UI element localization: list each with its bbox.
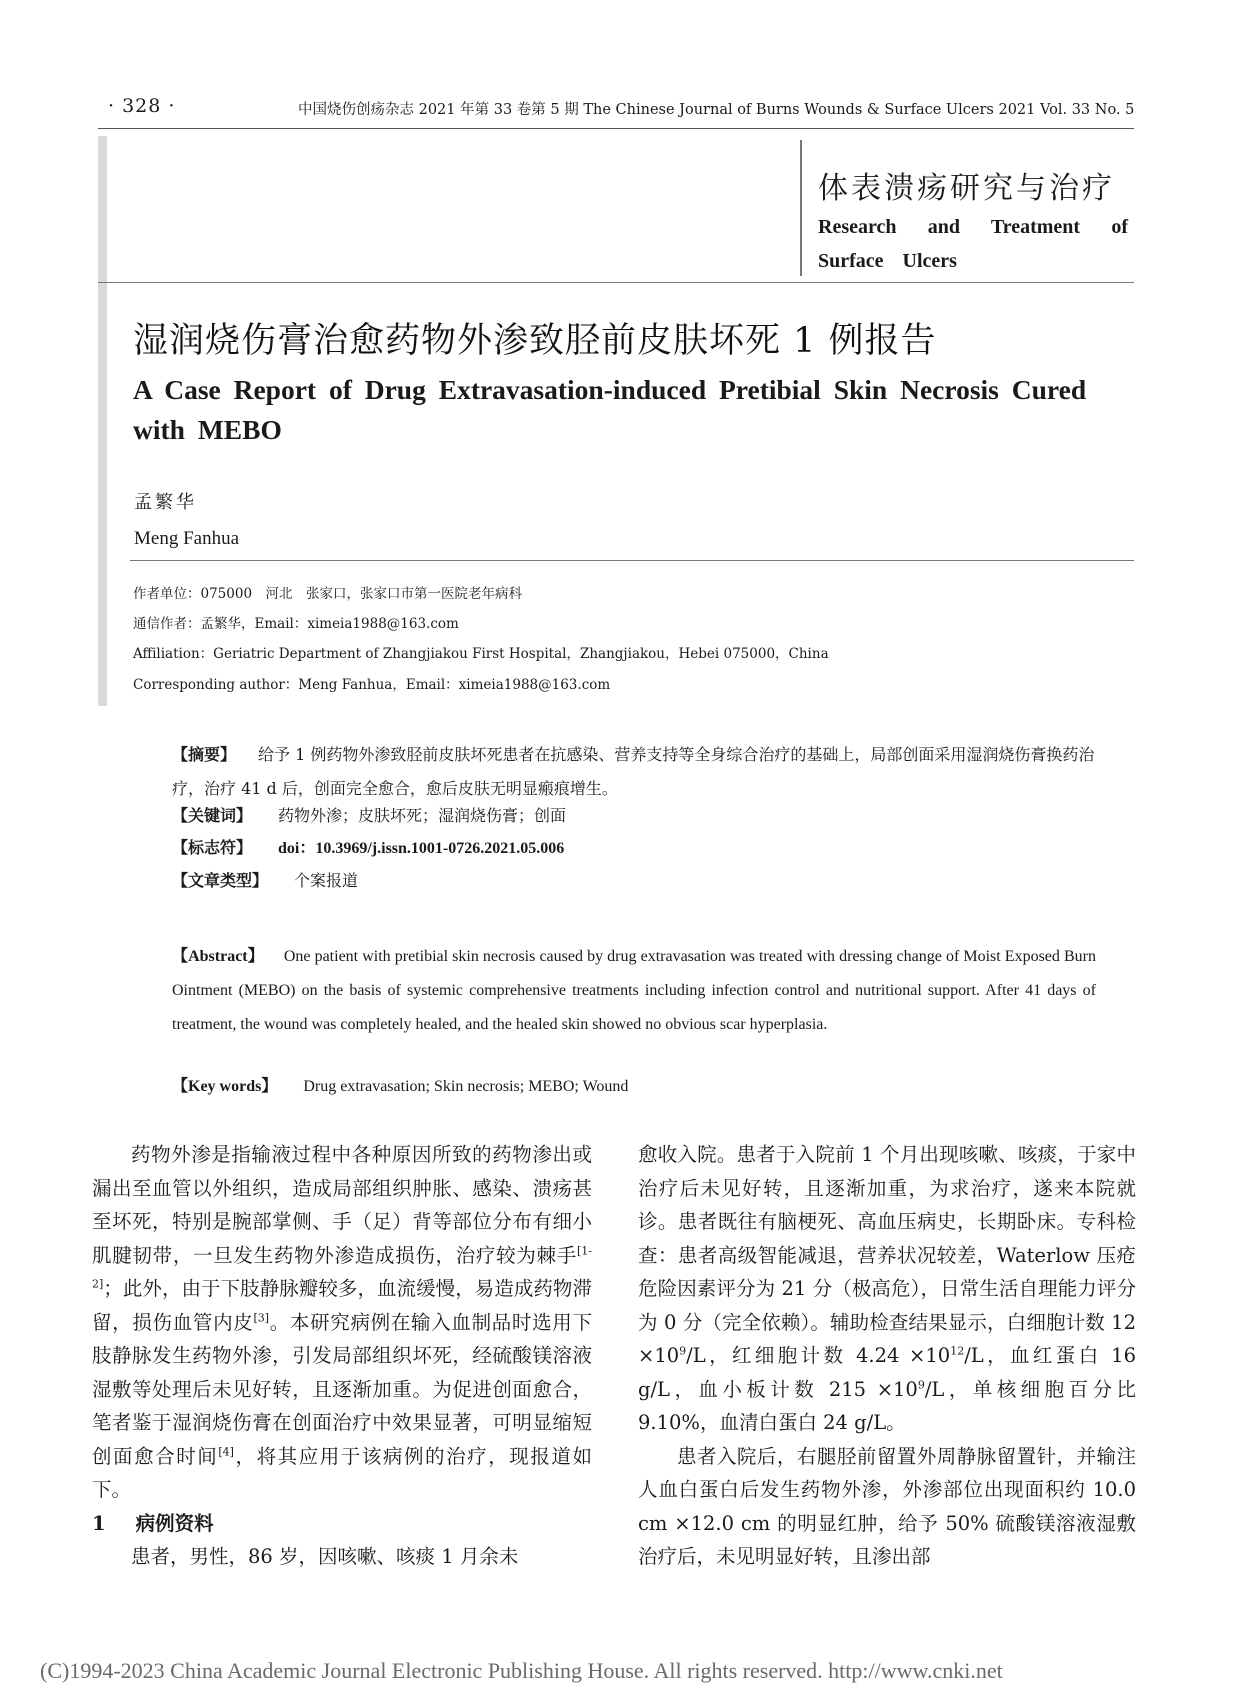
exponent: 9 [679,1344,687,1358]
body-text: 愈收入院。患者于入院前 1 个月出现咳嗽、咳痰，于家中治疗后未见好转，且逐渐加重，为求治疗，遂来本院就诊。患者既往有脑梗死、高血压病史，长期卧床。专科检查：患者高级智能减退，营养状况较差，Waterlow 压疮危险因素评分为 21 分（极高危），日常生活自理能力评分为 0 分（完全依赖）。辅助检查结果显示，白细胞计数 12 ×10 [638,1143,1136,1367]
citation: [4] [218,1445,234,1458]
corresponding-author-en: Corresponding author：Meng Fanhua，Email：ximeia1988@163.com [133,677,611,693]
body-text: /L，单核细胞百分比 9.10%，血清白蛋白 24 g/L。 [638,1377,1136,1434]
copyright-footer: (C)1994-2023 China Academic Journal Electronic Publishing House. All rights reserved. http://www.cnki.net [40,1658,1003,1683]
title-divider [98,282,1134,283]
abstract-en [172,940,1096,1042]
body-paragraph: 患者入院后，右腿胫前留置外周静脉留置针，并输注人血白蛋白后发生药物外渗，外渗部位出现面积约 10.0 cm ×12.0 cm 的明显红肿，给予 50% 硫酸镁溶液湿敷治疗后，未见明显好转，且渗出部 [638,1444,1136,1568]
author-divider [130,560,1134,561]
body-paragraph [92,1138,592,1507]
side-decoration-bar [98,136,107,706]
doi-text: doi：10.3969/j.issn.1001-0726.2021.05.006 [278,840,565,857]
keywords-en-label: 【Key words】 [172,1078,278,1095]
body-column-left [92,1138,592,1574]
keywords-cn-row [172,803,566,826]
body-paragraph [638,1138,1136,1440]
body-column-right [638,1138,1136,1574]
section-title: 病例资料 [135,1511,214,1535]
body-text: /L，红细胞计数 4.24 ×10 [686,1344,951,1367]
keywords-cn: 药物外渗；皮肤坏死；湿润烧伤膏；创面 [278,806,567,825]
affiliation-en: Affiliation：Geriatric Department of Zhangjiakou First Hospital，Zhangjiakou，Hebei 075000，China [133,646,829,662]
article-type: 个案报道 [294,871,359,890]
abstract-cn [172,738,1102,806]
column-title-en: Research and Treatment of Surface Ulcers [818,216,1128,272]
article-type-label: 【文章类型】 [172,871,269,890]
article-title-cn: 湿润烧伤膏治愈药物外渗致胫前皮肤坏死 1 例报告 [133,321,937,361]
article-type-row [172,868,358,891]
doi-label: 【标志符】 [172,838,253,857]
keywords-cn-label: 【关键词】 [172,806,253,825]
abstract-cn-text: 给予 1 例药物外渗致胫前皮肤坏死患者在抗感染、营养支持等全身综合治疗的基础上，局部创面采用湿润烧伤膏换药治疗，治疗 41 d 后，创面完全愈合，愈后皮肤无明显瘢痕增生。 [172,745,1095,798]
abstract-en-label: 【Abstract】 [172,948,264,965]
body-text: /L，血红蛋白 16 g/L，血小板计数 215 ×10 [638,1344,1136,1401]
affiliation-cn: 作者单位：075000 河北 张家口，张家口市第一医院老年病科 [133,586,523,602]
header-divider [98,128,1134,129]
body-text: ，将其应用于该病例的治疗，现报道如下。 [92,1444,592,1501]
author-name-cn: 孟繁华 [134,492,197,513]
corresponding-author-cn: 通信作者：孟繁华，Email：ximeia1988@163.com [133,616,459,632]
doi-row [172,835,564,858]
article-title-en: A Case Report of Drug Extravasation-induced Pretibial Skin Necrosis Cured with MEBO [133,374,1087,445]
body-text: ；此外，由于下肢静脉瓣较多，血流缓慢，易造成药物滞留，损伤血管内皮 [92,1277,592,1334]
citation: [3] [253,1311,270,1324]
exponent: 9 [917,1378,925,1391]
keywords-en-row [172,1073,628,1096]
body-text: 。本研究病例在输入血制品时选用下肢静脉发生药物外渗，引发局部组织坏死，经硫酸镁溶液湿敷等处理后未见好转，且逐渐加重。为促进创面愈合，笔者鉴于湿润烧伤膏在创面治疗中效果显著，可明显缩短创面愈合时间 [92,1310,592,1468]
page-number: · 328 · [108,95,176,117]
body-text: 药物外渗是指输液过程中各种原因所致的药物渗出或漏出至血管以外组织，造成局部组织肿胀、感染、溃疡甚至坏死，特别是腕部掌侧、手（足）背等部位分布有细小肌腱韧带，一旦发生药物外渗造成损伤，治疗较为棘手 [92,1143,592,1267]
abstract-cn-label: 【摘要】 [172,745,237,764]
citation: [1-2] [92,1244,592,1291]
section-heading [92,1507,592,1541]
body-paragraph: 患者，男性，86 岁，因咳嗽、咳痰 1 月余未 [131,1545,519,1568]
exponent: 12 [950,1344,965,1358]
author-name-en: Meng Fanhua [134,528,240,549]
journal-running-header: 中国烧伤创疡杂志 2021 年第 33 卷第 5 期 The Chinese Journal of Burns Wounds & Surface Ulcers 2021 Vol. 33 No. 5 [298,102,1135,118]
keywords-en: Drug extravasation; Skin necrosis; MEBO; Wound [303,1078,629,1095]
column-title-cn: 体表溃疡研究与治疗 [818,171,1115,206]
abstract-en-text: One patient with pretibial skin necrosis caused by drug extravasation was treated with dressing change of Moist Exposed Burn Ointment (MEBO) on the basis of systemic comprehensive treatments including infection control and nutritional support. After 41 days of treatment, the wound was completely healed, and the healed skin showed no obvious scar hyperplasia. [172,948,1096,1033]
section-number: 1 [92,1511,106,1535]
